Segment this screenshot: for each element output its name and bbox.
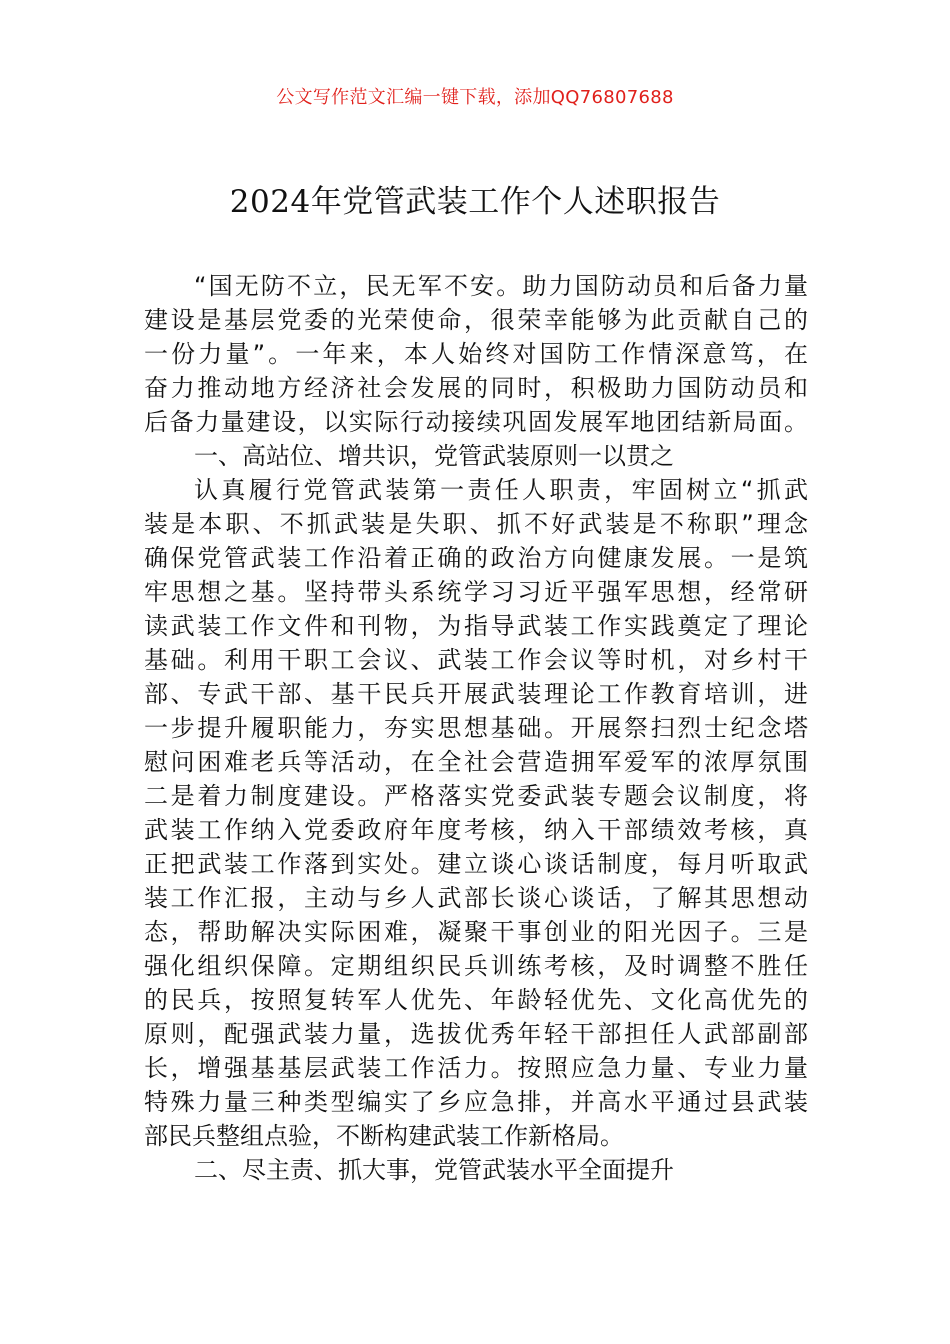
text-line: 后备力量建设，以实际行动接续巩固发展军地团结新局面。 xyxy=(144,408,808,436)
text-line: 确保党管武装工作沿着正确的政治方向健康发展。一是筑 xyxy=(144,544,808,572)
text-line: 强化组织保障。定期组织民兵训练考核，及时调整不胜任 xyxy=(144,952,808,980)
text-line: 原则，配强武装力量，选拔优秀年轻干部担任人武部副部 xyxy=(144,1020,808,1048)
text-line: 正把武装工作落到实处。建立谈心谈话制度，每月听取武 xyxy=(144,850,808,878)
text-line: 的民兵，按照复转军人优先、年龄轻优先、文化高优先的 xyxy=(144,986,808,1014)
text-line: 部、专武干部、基干民兵开展武装理论工作教育培训，进 xyxy=(144,680,808,708)
text-line: 基础。利用干职工会议、武装工作会议等时机，对乡村干 xyxy=(144,646,808,674)
text-line: 认真履行党管武装第一责任人职责，牢固树立“抓武 xyxy=(194,476,808,504)
text-line: 二是着力制度建设。严格落实党委武装专题会议制度，将 xyxy=(144,782,808,810)
text-line: 部民兵整组点验，不断构建武装工作新格局。 xyxy=(144,1122,624,1150)
section-heading: 二、尽主责、抓大事，党管武装水平全面提升 xyxy=(194,1156,674,1184)
report-title: 2024年党管武装工作个人述职报告 xyxy=(229,184,721,220)
text-line: 建设是基层党委的光荣使命，很荣幸能够为此贡献自己的 xyxy=(144,306,808,334)
text-line: 长，增强基基层武装工作活力。按照应急力量、专业力量 xyxy=(144,1054,808,1082)
section-heading: 一、高站位、增共识，党管武装原则一以贯之 xyxy=(194,442,674,470)
report-body xyxy=(144,270,808,1188)
text-line: 读武装工作文件和刊物，为指导武装工作实践奠定了理论 xyxy=(144,612,808,640)
text-line: “国无防不立，民无军不安。助力国防动员和后备力量 xyxy=(194,272,808,300)
text-line: 态，帮助解决实际困难，凝聚干事创业的阳光因子。三是 xyxy=(144,918,808,946)
text-line: 一份力量”。一年来，本人始终对国防工作情深意笃，在 xyxy=(144,340,808,368)
text-line: 装工作汇报，主动与乡人武部长谈心谈话，了解其思想动 xyxy=(144,884,808,912)
text-line: 一步提升履职能力，夯实思想基础。开展祭扫烈士纪念塔 xyxy=(144,714,808,742)
text-line: 牢思想之基。坚持带头系统学习习近平强军思想，经常研 xyxy=(144,578,808,606)
download-banner[interactable]: 公文写作范文汇编一键下载，添加QQ76807688 xyxy=(276,87,674,108)
text-line: 特殊力量三种类型编实了乡应急排，并高水平通过县武装 xyxy=(144,1088,808,1116)
text-line: 奋力推动地方经济社会发展的同时，积极助力国防动员和 xyxy=(144,374,808,402)
text-line: 武装工作纳入党委政府年度考核，纳入干部绩效考核，真 xyxy=(144,816,808,844)
text-line: 装是本职、不抓武装是失职、抓不好武装是不称职”理念 xyxy=(144,510,808,538)
text-line: 慰问困难老兵等活动，在全社会营造拥军爱军的浓厚氛围 xyxy=(144,748,808,776)
